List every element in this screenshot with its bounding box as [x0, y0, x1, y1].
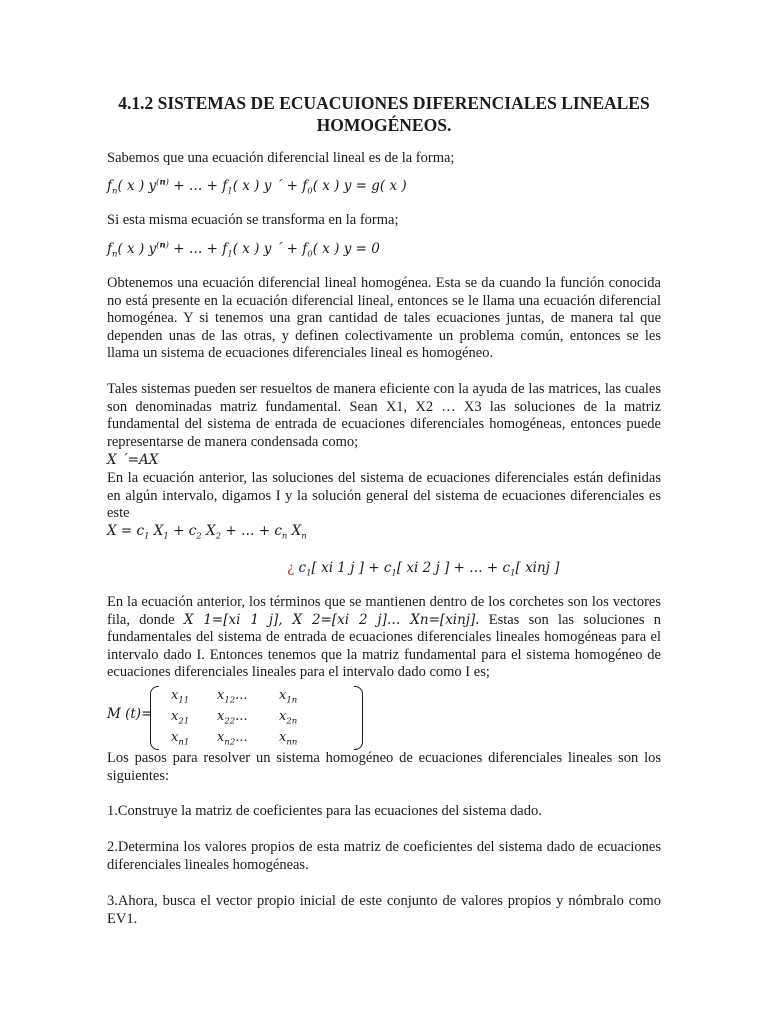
paragraph-homogeneous-definition: Obtenemos una ecuación diferencial lineal homogénea. Esta se da cuando la función conocida no está presente en la ecuación diferencial lineal, entonces se le llama una ecuación diferencial homogénea. Y si tenemos una gran cantidad de tales ecuaciones juntas, de manera tal que dependen unas de las otras, y definen colectivamente un problema común, entonces se les llama un sistema de ecuaciones diferenciales lineal es homogéneo.: [107, 275, 661, 362]
matrix-right-paren: [354, 686, 363, 750]
equation-xprime-ax: X ´=AX: [107, 452, 159, 468]
paragraph-transform: Si esta misma ecuación se transforma en la forma;: [107, 212, 399, 228]
matrix-cell-2n: $x_{2n}$: [279, 709, 298, 727]
equation-homogeneous: $f_n$( x ) $y^{(n)}$ + … + $f_1$( x ) y ´ + $f_0$( x ) y = 0: [107, 240, 380, 260]
matrix-cell-1n: $x_{1n}$: [279, 688, 298, 706]
paragraph-intro: Sabemos que una ecuación diferencial lineal es de la forma;: [107, 150, 455, 166]
title-line-2: HOMOGÉNEOS.: [316, 115, 452, 135]
paragraph-fundamental-matrix: Tales sistemas pueden ser resueltos de manera eficiente con la ayuda de las matrices, las cuales son denominadas matriz fundamental. Sean X1, X2 … X3 las soluciones de la matriz fundamental del sistema de entrada de ecuaciones diferenciales homogéneas, entonces puede representarse de manera condensada como;: [107, 381, 661, 450]
list-item-step-1: 1.Construye la matriz de coeficientes para las ecuaciones del sistema dado.: [107, 803, 542, 819]
inline-equation-row-vectors: X 1=[xi 1 j], X 2=[xi 2 j]… Xn=[xinj].: [183, 611, 480, 628]
title-line-1: 4.1.2 SISTEMAS DE ECUACUIONES DIFERENCIALES LINEALES: [118, 93, 650, 113]
page-title: [100, 92, 668, 136]
matrix-cell-11: $x_{11}$: [171, 688, 190, 706]
equation-bracket-terms: ¿ $c_1$[ xi 1 j ] + $c_1$[ xi 2 j ] + … + $c_1$[ xinj ]: [287, 560, 560, 579]
matrix-cell-21: $x_{21}$: [171, 709, 190, 727]
matrix-left-paren: [150, 686, 159, 750]
red-marker: ¿: [287, 560, 295, 576]
paragraph-general-solution: En la ecuación anterior, las soluciones del sistema de ecuaciones diferenciales están definidas en algún intervalo, digamos I y la solución general del sistema de ecuaciones diferenciales es este: [107, 470, 661, 522]
matrix-cell-12: $x_{12}$...: [217, 688, 248, 706]
equation-general-solution: $X = c_1$ $X_1 + c_2$ $X_2$ + … + $c_n$ $X_n$: [107, 523, 307, 542]
matrix-cell-n1: $x_{n1}$: [171, 730, 190, 748]
matrix-cell-nn: $x_{nn}$: [279, 730, 298, 748]
list-item-step-3: 3.Ahora, busca el vector propio inicial de este conjunto de valores propios y nómbralo como EV1.: [107, 893, 661, 927]
list-item-step-2: 2.Determina los valores propios de esta matriz de coeficientes del sistema dado de ecuaciones diferenciales lineales homogéneas.: [107, 839, 661, 873]
equation-nonhomogeneous: $f_n$( x ) $y^{(n)}$ + … + $f_1$( x ) y ´ + $f_0$( x ) y = g( x ): [107, 177, 407, 197]
matrix-label: M (t)=: [107, 706, 153, 722]
paragraph-steps-intro: Los pasos para resolver un sistema homogéneo de ecuaciones diferenciales lineales son los siguientes:: [107, 750, 661, 784]
matrix-cell-22: $x_{22}$...: [217, 709, 248, 727]
matrix-cell-n2: $x_{n2}$...: [217, 730, 248, 748]
paragraph-row-vectors: En la ecuación anterior, los términos que se mantienen dentro de los corchetes son los vectores fila, donde X 1=[xi 1 j], X 2=[xi 2 j]… Xn=[xinj]. Estas son las soluciones n fundamentales del sistema de entrada de ecuaciones diferenciales lineales homogéneas para el intervalo dado I. Entonces tenemos que la matriz fundamental para el sistema homogéneo de ecuaciones diferenciales lineales para el intervalo dado como I es;: [107, 594, 661, 681]
